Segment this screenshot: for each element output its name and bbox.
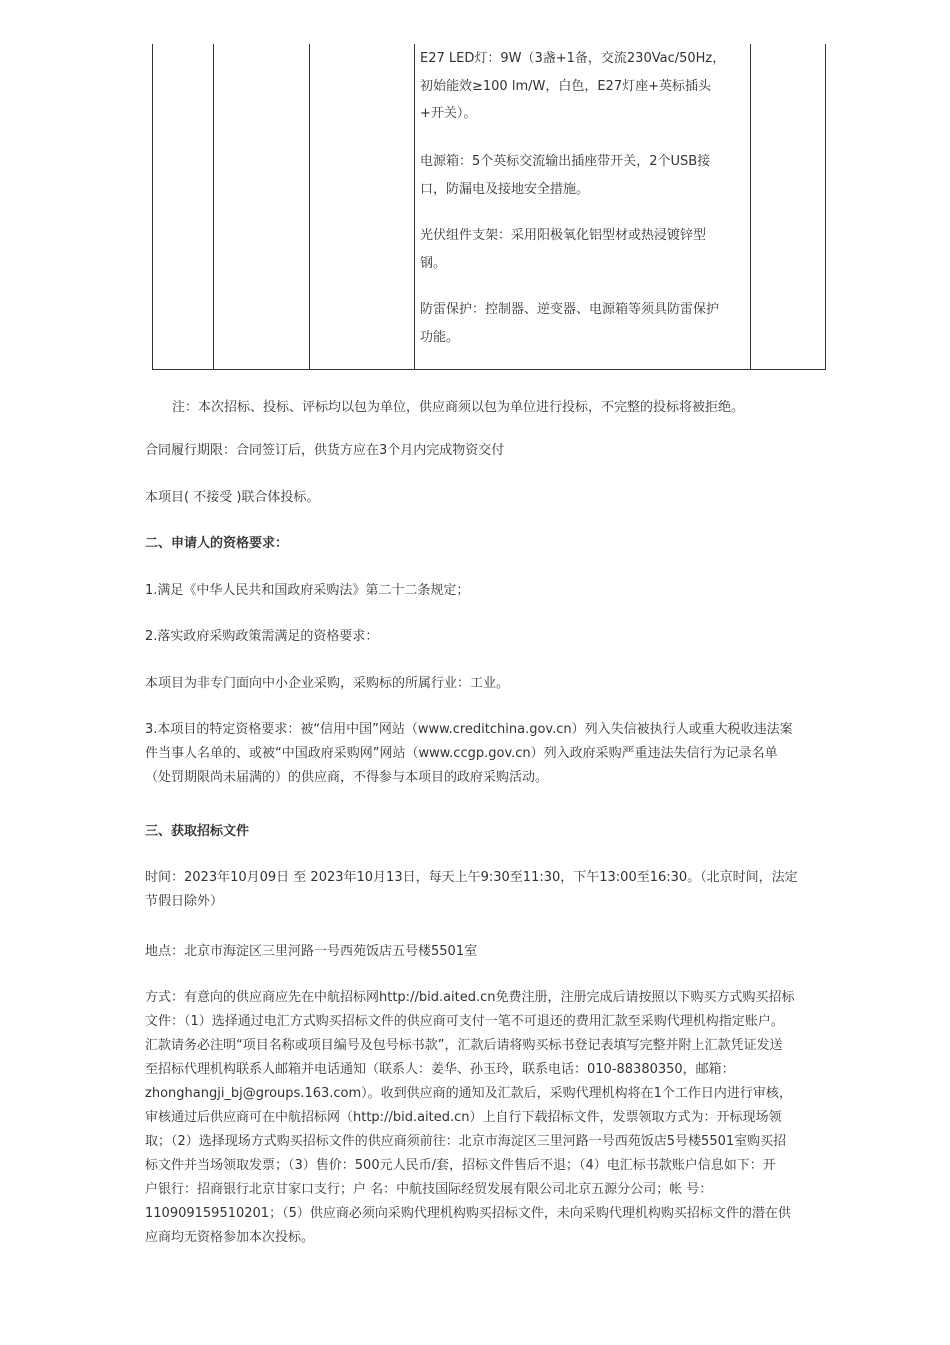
qualification-item-2: 2.落实政府采购政策需满足的资格要求： bbox=[145, 629, 379, 644]
section-2-heading: 二、申请人的资格要求： bbox=[145, 536, 289, 551]
contract-period: 合同履行期限：合同签订后，供货方应在3个月内完成物资交付 bbox=[145, 443, 505, 458]
spec-pv-bracket: 光伏组件支架：采用阳极氧化铝型材或热浸镀锌型 钢。 bbox=[420, 228, 707, 271]
qualification-item-1: 1.满足《中华人民共和国政府采购法》第二十二条规定； bbox=[145, 583, 470, 598]
table-column-divider bbox=[414, 44, 415, 369]
spec-led-lamp: E27 LED灯：9W（3盏+1备，交流230Vac/50Hz， 初始能效≥100 lm/W，白色，E27灯座+英标插头 +开关）。 bbox=[420, 51, 726, 121]
sme-statement: 本项目为非专门面向中小企业采购，采购标的所属行业：工业。 bbox=[145, 676, 510, 691]
spec-power-box: 电源箱：5个英标交流输出插座带开关，2个USB接 口，防漏电及接地安全措施。 bbox=[420, 154, 711, 197]
consortium-statement: 本项目( 不接受 )联合体投标。 bbox=[145, 490, 320, 505]
acquisition-location: 地点：北京市海淀区三里河路一号西苑饭店五号楼5501室 bbox=[145, 944, 478, 959]
table-column-divider bbox=[750, 44, 751, 369]
table-column-divider bbox=[213, 44, 214, 369]
section-3-heading: 三、获取招标文件 bbox=[145, 824, 250, 839]
bid-note: 注：本次招标、投标、评标均以包为单位，供应商须以包为单位进行投标，不完整的投标将被拒绝。 bbox=[172, 400, 745, 415]
table-column-divider bbox=[309, 44, 310, 369]
qualification-item-3: 3.本项目的特定资格要求：被“信用中国”网站（www.creditchina.gov.cn）列入失信被执行人或重大税收违法案 件当事人名单的、或被“中国政府采购网”网站（www.ccgp.gov.cn）列入政府采购严重违法失信行为记录名单 （处罚期限尚未届满的）的供应商，不得参与本项目的政府采购活动。 bbox=[145, 722, 793, 785]
spec-lightning-protection: 防雷保护：控制器、逆变器、电源箱等须具防雷保护 功能。 bbox=[420, 302, 720, 345]
acquisition-method: 方式：有意向的供应商应先在中航招标网http://bid.aited.cn免费注册，注册完成后请按照以下购买方式购买招标 文件：（1）选择通过电汇方式购买招标文件的供应商可支付一笔不可退还的费用汇款至采购代理机构指定账户。 汇款请务必注明“项目名称或项目编号及包号标书款”，汇款后请将购买标书登记表填写完整并附上汇款凭证发送 至招标代理机构联系人邮箱并电话通知（联系人：姜华、孙玉玲，联系电话：010-88380350，邮箱： zhonghangji_bj@groups.163.com）。收到供应商的通知及汇款后，采购代理机构将在1个工作日内进行审核， 审核通过后供应商可在中航招标网（http://bid.aited.cn）上自行下载招标文件，发票领取方式为：开标现场领 取；（2）选择现场方式购买招标文件的供应商须前往：北京市海淀区三里河路一号西苑饭店5号楼5501室购买招 标文件并当场领取发票；（3）售价：500元人民币/套，招标文件售后不退；（4）电汇标书款账户信息如下：开 户银行：招商银行北京甘家口支行；户 名：中航技国际经贸发展有限公司北京五源分公司；帐 号： 110909159510201；（5）供应商必须向采购代理机构购买招标文件，未向采购代理机构购买招标文件的潜在供 应商均无资格参加本次投标。 bbox=[145, 990, 795, 1245]
acquisition-time: 时间：2023年10月09日 至 2023年10月13日，每天上午9:30至11:30，下午13:00至16:30。（北京时间，法定 节假日除外） bbox=[145, 870, 798, 909]
